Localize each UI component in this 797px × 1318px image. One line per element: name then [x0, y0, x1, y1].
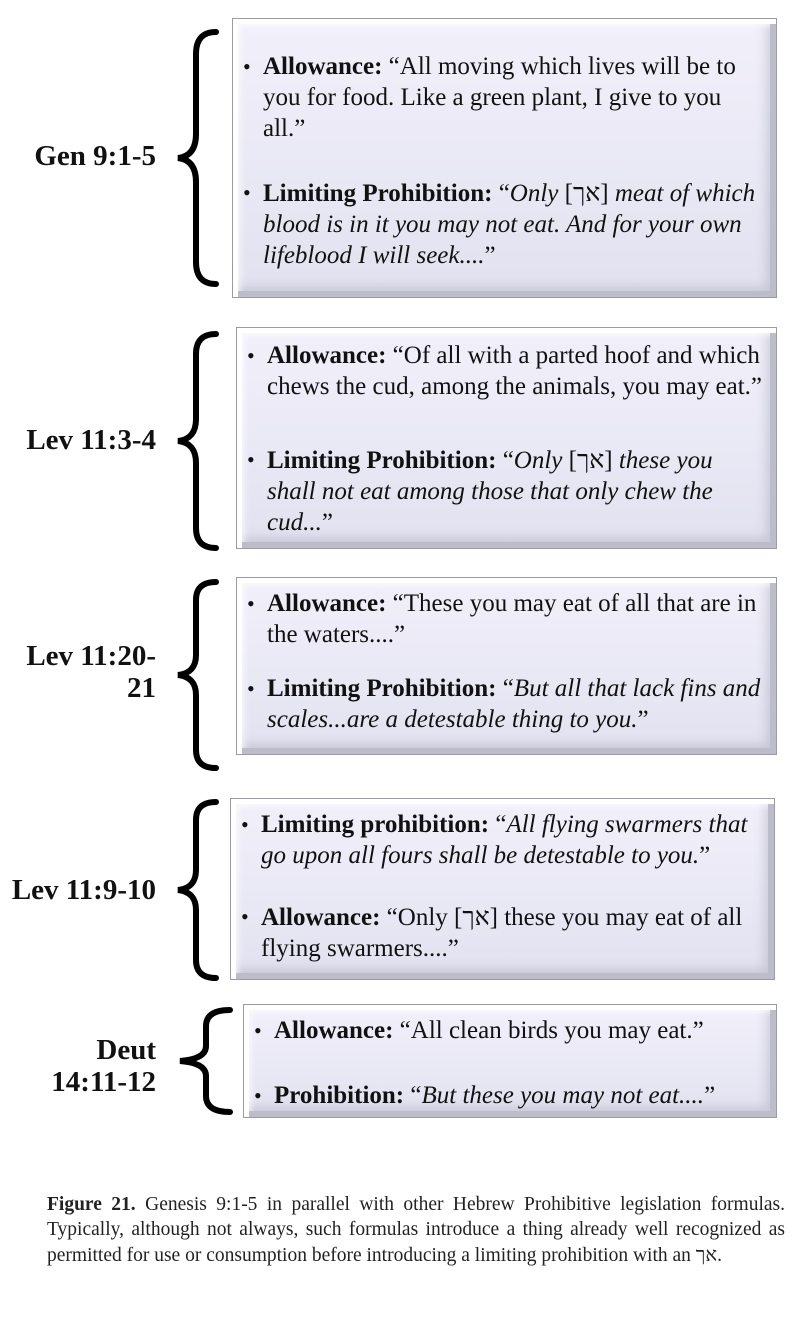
reference-label — [8, 640, 156, 704]
item-label: Allowance: — [263, 53, 383, 80]
item-text — [263, 51, 762, 144]
quote-italic: meat of which blood is in it you may not eat. And for your own lifeblood I will seek.... — [263, 180, 756, 269]
bullet: • — [247, 447, 255, 472]
list-item — [241, 901, 760, 964]
quote-text: “ — [492, 180, 510, 207]
formula-box — [230, 798, 775, 980]
curly-brace — [172, 798, 220, 982]
list-item — [241, 809, 760, 871]
curly-brace — [172, 1006, 236, 1116]
bullet: • — [243, 180, 251, 205]
item-label: Allowance: — [267, 590, 387, 617]
quote-text: “ — [489, 811, 507, 838]
item-label: Prohibition: — [274, 1082, 405, 1109]
item-text — [274, 1015, 762, 1046]
list-item — [247, 444, 762, 538]
hebrew-word: אך — [462, 902, 490, 931]
item-label: Limiting Prohibition: — [263, 180, 493, 207]
bullet: • — [247, 343, 255, 368]
quote-text: “ — [496, 675, 514, 702]
quote-italic: Only — [513, 447, 563, 474]
bullet: • — [247, 591, 255, 616]
reference-line: Lev 11:20- — [26, 640, 156, 672]
quote-text: ” — [704, 1082, 716, 1109]
item-text — [263, 177, 762, 271]
quote-text: ] — [604, 447, 619, 474]
bullet: • — [241, 904, 249, 929]
item-text — [267, 340, 762, 402]
figure-caption — [47, 1192, 785, 1268]
list-item — [243, 51, 762, 144]
quote-italic: But these you may not eat.... — [421, 1082, 705, 1109]
figure-label: Figure 21. — [47, 1194, 136, 1215]
caption-text: Genesis 9:1-5 in parallel with other Hebrew Prohibitive legislation formulas. Typically, although not always, such formulas introduce a thing already well recognized as permitted for use or consumption before introducing a limiting prohibition with an — [47, 1194, 785, 1266]
list-item — [247, 588, 762, 650]
list-item — [254, 1015, 762, 1046]
quote-text: “All clean birds you may eat.” — [393, 1017, 704, 1044]
curly-brace — [172, 578, 220, 772]
curly-brace — [172, 28, 220, 288]
quote-italic: Only — [509, 180, 559, 207]
item-label: Allowance: — [267, 342, 387, 369]
reference-label — [0, 874, 156, 906]
quote-text: “ — [496, 447, 514, 474]
bullet: • — [247, 676, 255, 701]
hebrew-word: אך — [576, 445, 605, 474]
quote-italic: All flying swarmers that go upon all fours shall be detestable to you. — [261, 811, 748, 869]
hebrew-word: אך — [572, 178, 601, 207]
formula-box — [236, 327, 777, 549]
list-item — [243, 177, 762, 271]
item-text — [267, 588, 762, 650]
item-text — [261, 901, 760, 964]
reference-label — [8, 424, 156, 456]
reference-line: Gen 9:1-5 — [34, 140, 156, 172]
quote-italic: these you shall not eat among those that only chew the cud... — [267, 447, 713, 536]
quote-text: “Of all with a parted hoof and which chews the cud, among the animals, you may eat.” — [267, 342, 762, 400]
item-text — [261, 809, 760, 871]
quote-text: “Only [ — [380, 904, 463, 931]
item-text — [267, 444, 762, 538]
reference-label — [14, 1034, 156, 1098]
bullet: • — [254, 1083, 262, 1108]
quote-italic: But all that lack fins and scales...are a detestable thing to you. — [267, 675, 761, 733]
formula-box — [236, 577, 777, 755]
quote-text: ” — [484, 242, 496, 269]
item-label: Allowance: — [274, 1017, 394, 1044]
reference-line: Lev 11:3-4 — [26, 424, 156, 456]
quote-text: ” — [321, 509, 333, 536]
reference-line: 14:11-12 — [51, 1066, 156, 1098]
quote-text: ” — [637, 706, 649, 733]
quote-text: ] — [600, 180, 615, 207]
quote-text: ” — [699, 842, 711, 869]
item-label: Allowance: — [261, 904, 381, 931]
reference-label — [14, 140, 156, 172]
quote-text: ] these you may eat of all flying swarmers....” — [261, 904, 743, 962]
quote-text: [ — [562, 447, 577, 474]
bullet: • — [243, 54, 251, 79]
list-item — [247, 340, 762, 402]
bullet: • — [254, 1018, 262, 1043]
item-label: Limiting Prohibition: — [267, 447, 497, 474]
item-label: Limiting prohibition: — [261, 811, 490, 838]
quote-text: “These you may eat of all that are in the waters....” — [267, 590, 757, 648]
list-item — [247, 673, 762, 735]
reference-line: Deut — [96, 1034, 156, 1066]
list-item — [254, 1080, 762, 1111]
quote-text: “All moving which lives will be to you for food. Like a green plant, I give to you all.” — [263, 53, 736, 142]
quote-text: [ — [558, 180, 573, 207]
bullet: • — [241, 812, 249, 837]
reference-line: 21 — [127, 672, 156, 704]
hebrew-word: אך — [695, 1243, 718, 1266]
reference-line: Lev 11:9-10 — [11, 874, 156, 906]
item-text — [274, 1080, 762, 1111]
curly-brace — [172, 330, 220, 552]
formula-box — [232, 18, 777, 298]
caption-end: . — [717, 1245, 722, 1266]
quote-text: “ — [404, 1082, 422, 1109]
item-text — [267, 673, 762, 735]
formula-box — [243, 1004, 777, 1118]
item-label: Limiting Prohibition: — [267, 675, 497, 702]
